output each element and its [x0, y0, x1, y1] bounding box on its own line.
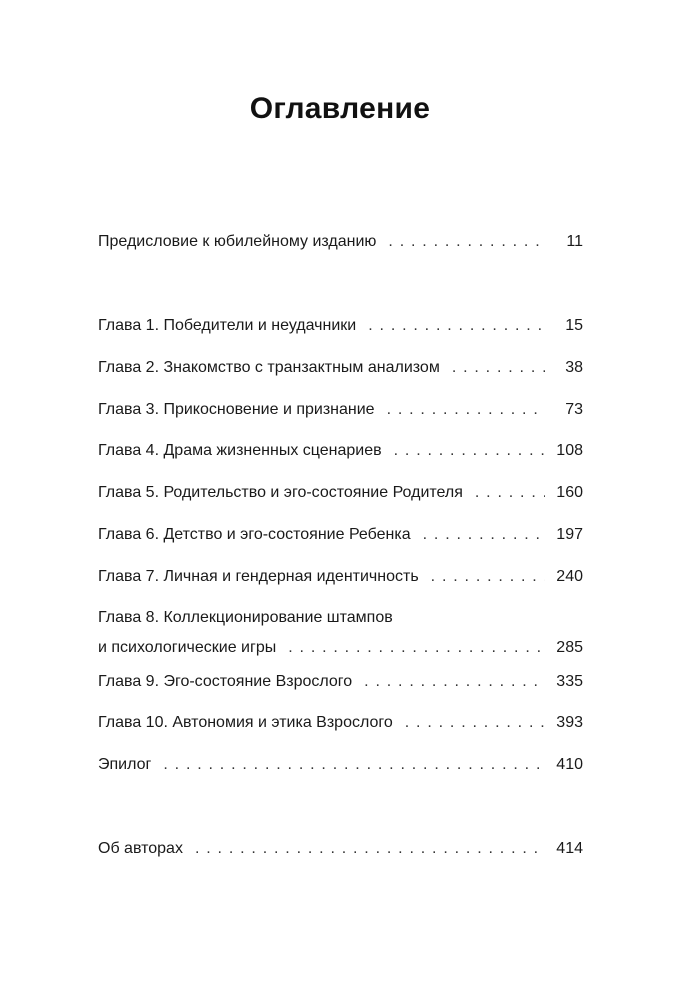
toc-entry-label: Об авторах [98, 840, 183, 857]
toc-page-number: 393 [556, 714, 583, 731]
toc-entry-chapter-5[interactable] [98, 483, 583, 503]
dot-leader [368, 316, 545, 336]
toc-entry-label: Глава 4. Драма жизненных сценариев [98, 442, 382, 459]
toc-page-number: 240 [556, 568, 583, 585]
toc-page-number: 335 [556, 673, 583, 690]
toc-entry-label-line1: Глава 8. Коллекционирование штампов [98, 609, 393, 626]
toc-entry-chapter-6[interactable] [98, 525, 583, 545]
dot-leader [423, 525, 545, 545]
toc-entry-chapter-7[interactable] [98, 567, 583, 587]
toc-page-number: 108 [556, 442, 583, 459]
toc-page-number: 11 [566, 233, 583, 250]
dot-leader [163, 755, 545, 775]
toc-entry-label: Глава 5. Родительство и эго-состояние Родителя [98, 484, 463, 501]
toc-entry-epilogue[interactable] [98, 755, 583, 775]
dot-leader [387, 400, 545, 420]
toc-entry-label: и психологические игры [98, 639, 277, 656]
toc-entry-chapter-3[interactable] [98, 400, 583, 420]
toc-entry-label: Глава 10. Автономия и этика Взрослого [98, 714, 393, 731]
toc-page-number: 197 [556, 526, 583, 543]
dot-leader [195, 839, 545, 859]
toc-page-number: 15 [565, 317, 583, 334]
toc-page-number: 38 [565, 359, 583, 376]
toc-entry-chapter-8[interactable] [98, 608, 583, 658]
dot-leader [388, 232, 545, 252]
toc-entry-label: Глава 2. Знакомство с транзактным анализом [98, 359, 440, 376]
toc-entry-label: Глава 6. Детство и эго-состояние Ребенка [98, 526, 411, 543]
dot-leader [452, 358, 545, 378]
toc-entry-label: Предисловие к юбилейному изданию [98, 233, 377, 250]
toc-page-number: 160 [556, 484, 583, 501]
dot-leader [475, 483, 545, 503]
toc-page-number: 414 [556, 840, 583, 857]
toc-page-number: 73 [565, 401, 583, 418]
toc-entry-chapter-10[interactable] [98, 713, 583, 733]
toc-entry-chapter-2[interactable] [98, 358, 583, 378]
toc-entry-label: Глава 1. Победители и неудачники [98, 317, 357, 334]
dot-leader [431, 567, 545, 587]
toc-page-number: 410 [556, 756, 583, 773]
toc-entry-about-authors[interactable] [98, 839, 583, 859]
toc-entry-label: Глава 3. Прикосновение и признание [98, 401, 375, 418]
toc-entry-preface[interactable] [98, 232, 583, 252]
toc-entry-chapter-4[interactable] [98, 441, 583, 461]
toc-entry-label: Эпилог [98, 756, 152, 773]
dot-leader [288, 638, 545, 658]
toc-entry-label: Глава 9. Эго-состояние Взрослого [98, 673, 353, 690]
toc-entry-label: Глава 7. Личная и гендерная идентичность [98, 568, 419, 585]
toc-page-number: 285 [556, 639, 583, 656]
dot-leader [405, 713, 545, 733]
dot-leader [364, 672, 545, 692]
toc-entry-chapter-1[interactable] [98, 316, 583, 336]
dot-leader [394, 441, 545, 461]
page-title: Оглавление [249, 92, 431, 125]
toc-entry-chapter-9[interactable] [98, 672, 583, 692]
